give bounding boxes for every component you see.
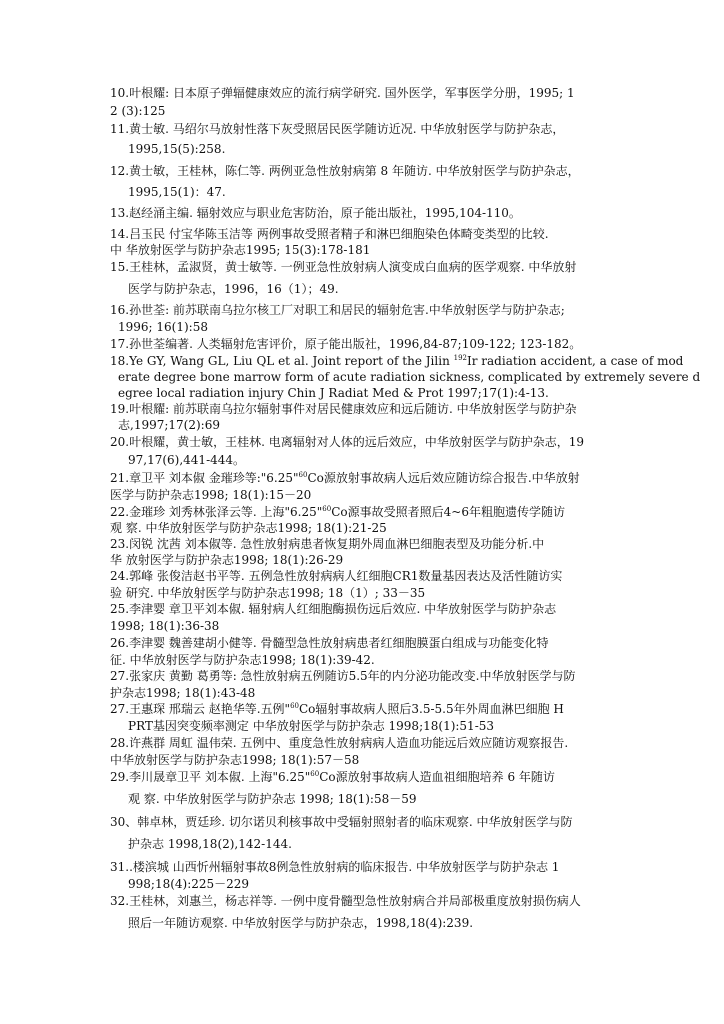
reference-line: 15.王桂林，孟淑贤，黄士敏等. 一例亚急性放射病人演变成白血病的医学观察. 中华放射: [110, 260, 577, 274]
reference-line: 护杂志1998; 18(1):43-48: [110, 686, 256, 700]
line-text: Co源放射事故病人远后效应随访综合报告.中华放射: [307, 471, 580, 485]
reference-line: 1995,15(5):258.: [128, 142, 226, 156]
reference-line: 1995,15(1)：47.: [128, 185, 226, 199]
isotope-superscript: 60: [310, 770, 320, 778]
reference-line: 16.孙世荃: 前苏联南乌拉尔核工厂对职工和居民的辐射危害.中华放射医学与防护杂志;: [110, 303, 565, 317]
reference-line: [110, 471, 580, 485]
reference-line: 1998; 18(1):36-38: [110, 619, 220, 633]
reference-line: 照后一年随访观察. 中华放射医学与防护杂志，1998,18(4):239.: [128, 916, 474, 930]
line-text: 29.李川晟章卫平 刘本俶. 上海"6.25": [110, 770, 311, 784]
reference-line: 27.张家庆 黄勤 葛勇等: 急性放射病五例随访5.5年的内分泌功能改变.中华放射医学与防: [110, 669, 576, 683]
line-text: 观 察. 中华放射医学与防护杂志1998; 18(1):21-25: [110, 521, 387, 535]
reference-line: 护杂志 1998,18(2),142-144.: [128, 837, 292, 851]
reference-line: 23.闵锐 沈茜 刘本俶等. 急性放射病患者恢复期外周血淋巴细胞表型及功能分析.中: [110, 537, 545, 551]
reference-line: 13.赵经涌主编. 辐射效应与职业危害防治，原子能出版社，1995,104-110。: [110, 206, 521, 220]
line-text: 18.Ye GY, Wang GL, Liu QL et al. Joint report of the Jilin: [110, 354, 454, 368]
line-text: 医学与防护杂志1998; 18(1):15－20: [110, 488, 312, 502]
reference-line: [110, 488, 311, 502]
reference-line: [110, 505, 565, 519]
reference-line: [110, 770, 555, 784]
isotope-superscript: 192: [453, 354, 467, 362]
reference-line: 2 (3):125: [110, 104, 166, 118]
reference-line: 28.许燕群 周虹 温伟荣. 五例中、重度急性放射病病人造血功能远后效应随访观察报告.: [110, 736, 569, 750]
reference-line: [118, 386, 549, 400]
line-text: 22.金璀珍 刘秀林张泽云等. 上海"6.25": [110, 505, 323, 519]
isotope-superscript: 60: [322, 505, 332, 513]
reference-line: 97,17(6),441-444。: [128, 453, 246, 467]
line-text: 27.王惠琛 邢瑞云 赵艳华等.五例": [110, 702, 291, 716]
line-text: erate degree bone marrow form of acute radiation sickness, complicated by extremely severe d: [118, 370, 701, 384]
isotope-superscript: 60: [298, 471, 308, 479]
line-text: Co辐射事故病人照后3.5-5.5年外周血淋巴细胞 H: [298, 702, 564, 716]
line-text: Co源事故受照者照后4~6年粗胞遗传学随访: [331, 505, 565, 519]
reference-line: [128, 719, 494, 733]
reference-line: [110, 354, 683, 368]
reference-line: 24.郭峰 张俊洁赵书平等. 五例急性放射病病人红细胞CR1数量基因表达及活性随访实: [110, 569, 563, 583]
reference-line: 17.孙世荃编著. 人类辐射危害评价，原子能出版社，1996,84-87;109-122; 123-182。: [110, 337, 582, 351]
reference-line: 11.黄士敏. 马绍尔马放射性落下灰受照居民医学随访近况. 中华放射医学与防护杂志，: [110, 122, 565, 136]
reference-line: 998;18(4):225－229: [128, 877, 250, 891]
line-text: 21.章卫平 刘本俶 金璀珍等:"6.25": [110, 471, 299, 485]
reference-line: 1996; 16(1):58: [118, 320, 208, 334]
isotope-superscript: 60: [290, 702, 299, 710]
reference-line: 26.李津婴 魏善建胡小健等. 骨髓型急性放射病患者红细胞膜蛋白组成与功能变化特: [110, 636, 549, 650]
reference-line: [110, 521, 387, 535]
line-text: 观 察. 中华放射医学与防护杂志 1998; 18(1):58－59: [128, 792, 417, 806]
line-text: egree local radiation injury Chin J Radiat Med & Prot 1997;17(1):4-13.: [118, 386, 549, 400]
reference-line: 12.黄士敏，王桂林，陈仁等. 两例亚急性放射病第 8 年随访. 中华放射医学与防护杂志，: [110, 164, 580, 178]
reference-line: 华 放射医学与防护杂志1998; 18(1):26-29: [110, 553, 344, 567]
line-text: Co源放射事故病人造血祖细胞培养 6 年随访: [319, 770, 555, 784]
reference-line: [128, 792, 417, 806]
reference-line: 30、韩卓林，贾廷珍. 切尔诺贝利核事故中受辐射照射者的临床观察. 中华放射医学与防: [110, 815, 573, 829]
reference-line: 32.王桂林，刘惠兰，杨志祥等. 一例中度骨髓型急性放射病合并局部极重度放射损伤病人: [110, 894, 581, 908]
reference-line: 25.李津婴 章卫平刘本俶. 辐射病人红细胞酶损伤远后效应. 中华放射医学与防护杂志: [110, 602, 557, 616]
reference-line: 14.吕玉民 付宝华陈玉洁等 两例事故受照者精子和淋巴细胞染色体畸变类型的比较.: [110, 227, 549, 241]
reference-line: 20.叶根耀，黄士敏，王桂林. 电离辐射对人体的远后效应，中华放射医学与防护杂志，19: [110, 435, 584, 449]
reference-line: 医学与防护杂志，1996，16（1）；49.: [128, 282, 339, 296]
reference-line: 志,1997;17(2):69: [118, 418, 220, 432]
reference-line: 19.叶根耀: 前苏联南乌拉尔辐射事件对居民健康效应和远后随访. 中华放射医学与防护杂: [110, 402, 577, 416]
reference-line: 征. 中华放射医学与防护杂志1998; 18(1):39-42.: [110, 653, 375, 667]
reference-line: 31..楼滨城 山西忻州辐射事故8例急性放射病的临床报告. 中华放射医学与防护杂志 1: [110, 860, 560, 874]
reference-line: [110, 702, 564, 716]
reference-line: 验 研究. 中华放射医学与防护杂志1998; 18（1）; 33－35: [110, 586, 426, 600]
reference-line: 中 华放射医学与防护杂志1995; 15(3):178-181: [110, 243, 371, 257]
line-text: PRT基因突变频率测定 中华放射医学与防护杂志 1998;18(1):51-53: [128, 719, 495, 733]
reference-line: 中华放射医学与防护杂志1998; 18(1):57－58: [110, 753, 360, 767]
reference-line: [118, 370, 700, 384]
line-text: Ir radiation accident, a case of mod: [467, 354, 684, 368]
reference-line: 10.叶根耀: 日本原子弹辐健康效应的流行病学研究. 国外医学，军事医学分册，1995; 1: [110, 86, 575, 100]
